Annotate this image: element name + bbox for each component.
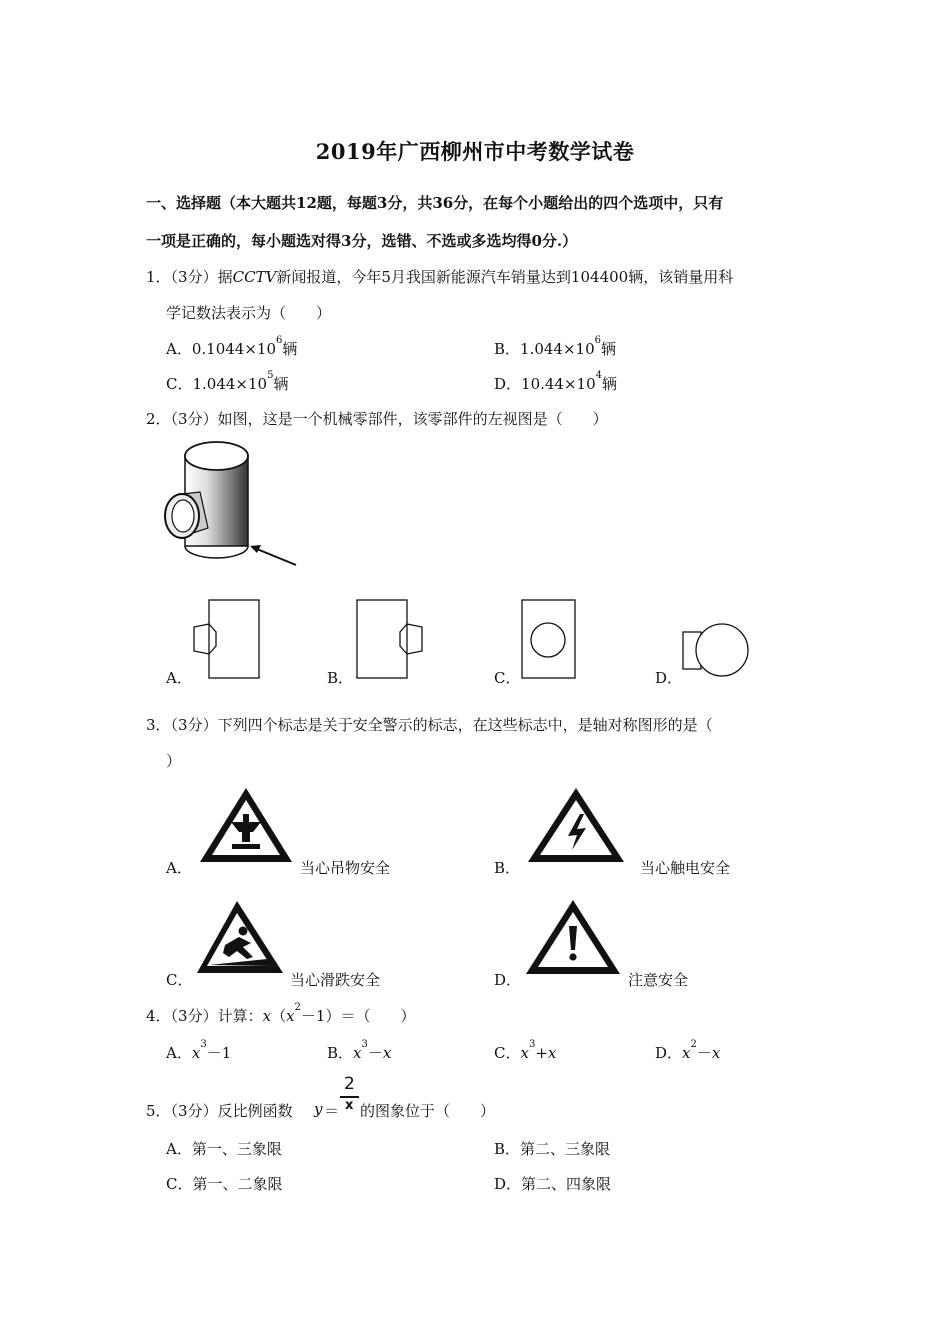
q4-option-d[interactable] <box>655 1039 721 1063</box>
question-1-number: 1．（3分）据 <box>146 268 233 286</box>
option-label: D． <box>655 1044 683 1062</box>
var-x: x <box>286 1007 295 1025</box>
q1-option-d[interactable] <box>494 370 618 394</box>
var-x: x <box>547 1044 557 1062</box>
option-tail: －1 <box>206 1044 232 1062</box>
option-unit: 辆 <box>273 375 289 393</box>
page-title: 2019年广西柳州市中考数学试卷 <box>315 139 635 164</box>
q2-option-b[interactable]: B． <box>327 669 354 687</box>
option-tail: － <box>696 1044 712 1062</box>
q4-option-a[interactable] <box>166 1039 232 1063</box>
var-x: x <box>382 1044 392 1062</box>
option-value: 0.1044×10 <box>191 340 276 358</box>
option-unit: 辆 <box>601 340 617 358</box>
option-label: A． <box>166 1140 192 1158</box>
question-5-suffix: 的图象位于（ ） <box>360 1102 496 1120</box>
option-text: 第一、三象限 <box>191 1140 282 1158</box>
q1-option-a[interactable] <box>166 335 298 359</box>
q5-option-c[interactable] <box>166 1173 283 1194</box>
option-text: 第二、三象限 <box>520 1140 611 1158</box>
option-text: 第二、四象限 <box>521 1175 612 1193</box>
cctv-text: CCTV <box>232 268 277 286</box>
var-x: x <box>191 1044 201 1062</box>
paren: （ <box>271 1007 287 1025</box>
q1-option-b[interactable] <box>494 335 617 359</box>
fraction-numerator: 2 <box>344 1074 355 1094</box>
var-y: y <box>314 1100 323 1118</box>
hanging-load-warning-icon <box>198 786 294 866</box>
q2-option-c[interactable]: C． <box>494 669 521 687</box>
option-label: C． <box>166 1175 193 1193</box>
q3-option-a-caption: 当心吊物安全 <box>300 859 391 877</box>
q2-option-b-figure <box>355 600 430 680</box>
q5-option-b[interactable] <box>494 1138 610 1159</box>
question-4-text <box>146 1002 416 1026</box>
var-x: x <box>520 1044 529 1062</box>
option-label: C． <box>166 375 193 393</box>
q3-option-c-caption: 当心滑跌安全 <box>290 971 381 989</box>
option-label: B． <box>494 340 521 358</box>
q2-option-d[interactable]: D． <box>655 669 683 687</box>
equals-sign: ＝ <box>324 1102 340 1120</box>
var-x: x <box>262 1007 272 1025</box>
option-tail: + <box>535 1044 548 1062</box>
option-label: B． <box>327 1044 354 1062</box>
section-header-line2: 一项是正确的，每小题选对得3分，选错、不选或多选均得0分.） <box>146 232 578 250</box>
exclamation-warning-icon <box>524 898 622 978</box>
option-exponent: 6 <box>594 335 602 346</box>
exponent: 3 <box>200 1039 207 1050</box>
mechanical-part-figure <box>160 436 305 571</box>
fraction-denominator: x <box>345 1098 354 1113</box>
slippery-warning-icon <box>195 899 285 977</box>
q2-option-d-figure <box>682 622 752 682</box>
option-label: A． <box>166 1044 192 1062</box>
option-unit: 辆 <box>282 340 298 358</box>
q3-option-a-label[interactable]: A． <box>166 859 192 877</box>
question-3-line2: ） <box>166 752 182 770</box>
option-value: 1.044×10 <box>192 375 268 393</box>
exponent: 2 <box>690 1039 697 1050</box>
option-label: D． <box>494 375 522 393</box>
q5-option-a[interactable] <box>166 1138 282 1159</box>
q4-option-c[interactable] <box>494 1039 557 1063</box>
option-text: 第一、二象限 <box>192 1175 283 1193</box>
exponent: 3 <box>528 1039 536 1050</box>
q2-option-a-figure <box>192 600 262 680</box>
option-exponent: 4 <box>595 370 603 381</box>
question-5-prefix: 5．（3分）反比例函数 <box>146 1102 293 1120</box>
q3-option-b-label[interactable]: B． <box>494 859 521 877</box>
option-value: 1.044×10 <box>520 340 595 358</box>
question-1-line1 <box>146 266 733 287</box>
q4-option-b[interactable] <box>327 1039 392 1063</box>
option-label: C． <box>494 1044 521 1062</box>
var-x: x <box>682 1044 691 1062</box>
q2-option-c-figure <box>521 600 577 680</box>
option-exponent: 5 <box>267 370 274 381</box>
electric-shock-warning-icon <box>526 786 626 866</box>
option-label: B． <box>494 1140 521 1158</box>
question-4-rest: －1）＝（ ） <box>300 1007 416 1025</box>
var-x: x <box>353 1044 362 1062</box>
option-label: D． <box>494 1175 522 1193</box>
exponent: 3 <box>361 1039 368 1050</box>
question-1-line2: 学记数法表示为（ ） <box>166 304 332 322</box>
q3-option-c-label[interactable]: C． <box>166 971 193 989</box>
question-1-text: 新闻报道，今年5月我国新能源汽车销量达到104400辆，该销量用科 <box>276 268 734 286</box>
question-4-prefix: 4．（3分）计算： <box>146 1007 263 1025</box>
option-unit: 辆 <box>602 375 618 393</box>
exponent: 2 <box>294 1002 301 1013</box>
section-header-line1: 一、选择题（本大题共12题，每题3分，共36分，在每个小题给出的四个选项中，只有 <box>146 194 724 212</box>
option-exponent: 6 <box>275 335 283 346</box>
option-value: 10.44×10 <box>521 375 596 393</box>
q1-option-c[interactable] <box>166 370 289 394</box>
q5-option-d[interactable] <box>494 1173 611 1194</box>
q2-option-a[interactable]: A． <box>166 669 192 687</box>
question-2-text: 2．（3分）如图，这是一个机械零部件，该零部件的左视图是（ ） <box>146 410 608 428</box>
option-label: A． <box>166 340 192 358</box>
var-x: x <box>711 1044 721 1062</box>
q3-option-b-caption: 当心触电安全 <box>640 859 731 877</box>
q3-option-d-label[interactable]: D． <box>494 971 522 989</box>
option-tail: － <box>367 1044 383 1062</box>
q3-option-d-caption: 注意安全 <box>628 971 689 989</box>
question-3-line1: 3．（3分）下列四个标志是关于安全警示的标志，在这些标志中，是轴对称图形的是（ <box>146 716 713 734</box>
